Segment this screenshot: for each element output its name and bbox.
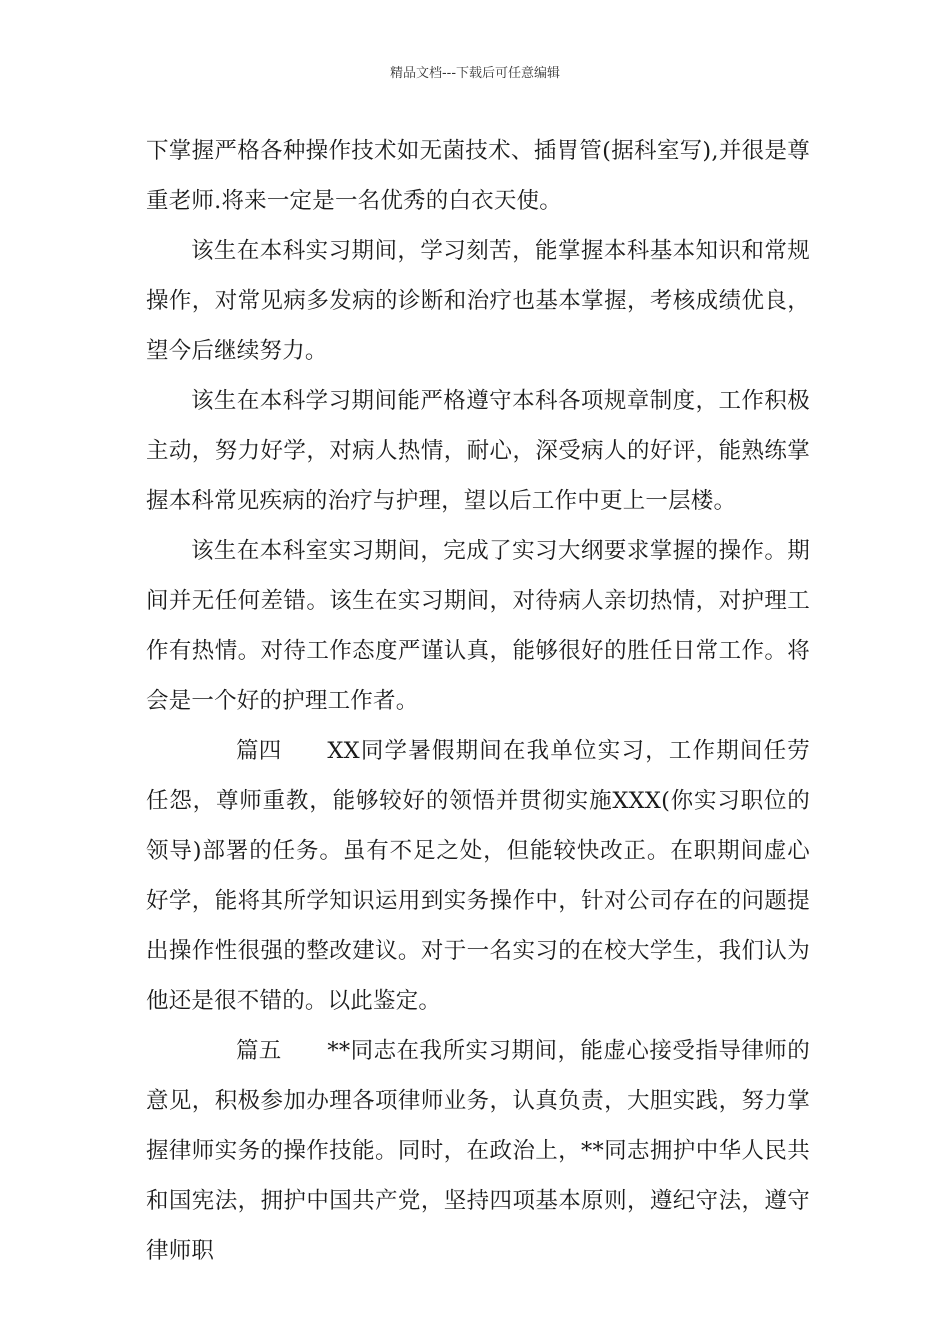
section-label: 篇五 xyxy=(236,1038,282,1064)
paragraph xyxy=(146,526,810,726)
paragraph xyxy=(146,226,810,376)
paragraph-section-5 xyxy=(146,1026,810,1276)
document-body xyxy=(146,126,810,1276)
paragraph-continuation xyxy=(146,126,810,226)
paragraph-text: **同志在我所实习期间，能虚心接受指导律师的意见，积极参加办理各项律师业务，认真负责，大胆实践，努力掌握律师实务的操作技能。同时，在政治上，**同志拥护中华人民共和国宪法，拥护中国共产党，坚持四项基本原则，遵纪守法，遵守律师职 xyxy=(146,1038,810,1264)
paragraph-text: XX同学暑假期间在我单位实习，工作期间任劳任怨，尊师重教，能够较好的领悟并贯彻实施XXX(你实习职位的领导)部署的任务。虽有不足之处，但能较快改正。在职期间虚心好学，能将其所学知识运用到实务操作中，针对公司存在的问题提出操作性很强的整改建议。对于一名实习的在校大学生，我们认为他还是很不错的。以此鉴定。 xyxy=(146,738,810,1014)
section-label: 篇四 xyxy=(236,738,282,764)
paragraph-text: 该生在本科室实习期间，完成了实习大纲要求掌握的操作。期间并无任何差错。该生在实习期间，对待病人亲切热情，对护理工作有热情。对待工作态度严谨认真，能够很好的胜任日常工作。将会是一个好的护理工作者。 xyxy=(146,538,810,714)
paragraph-text: 该生在本科学习期间能严格遵守本科各项规章制度，工作积极主动，努力好学，对病人热情，耐心，深受病人的好评，能熟练掌握本科常见疾病的治疗与护理，望以后工作中更上一层楼。 xyxy=(146,388,810,514)
page-header: 精品文档---下载后可任意编辑 xyxy=(389,66,561,81)
paragraph-text: 下掌握严格各种操作技术如无菌技术、插胃管(据科室写),并很是尊重老师.将来一定是一名优秀的白衣天使。 xyxy=(146,138,810,214)
paragraph-text: 该生在本科实习期间，学习刻苦，能掌握本科基本知识和常规操作，对常见病多发病的诊断和治疗也基本掌握，考核成绩优良，望今后继续努力。 xyxy=(146,238,810,364)
paragraph xyxy=(146,376,810,526)
paragraph-section-4 xyxy=(146,726,810,1026)
